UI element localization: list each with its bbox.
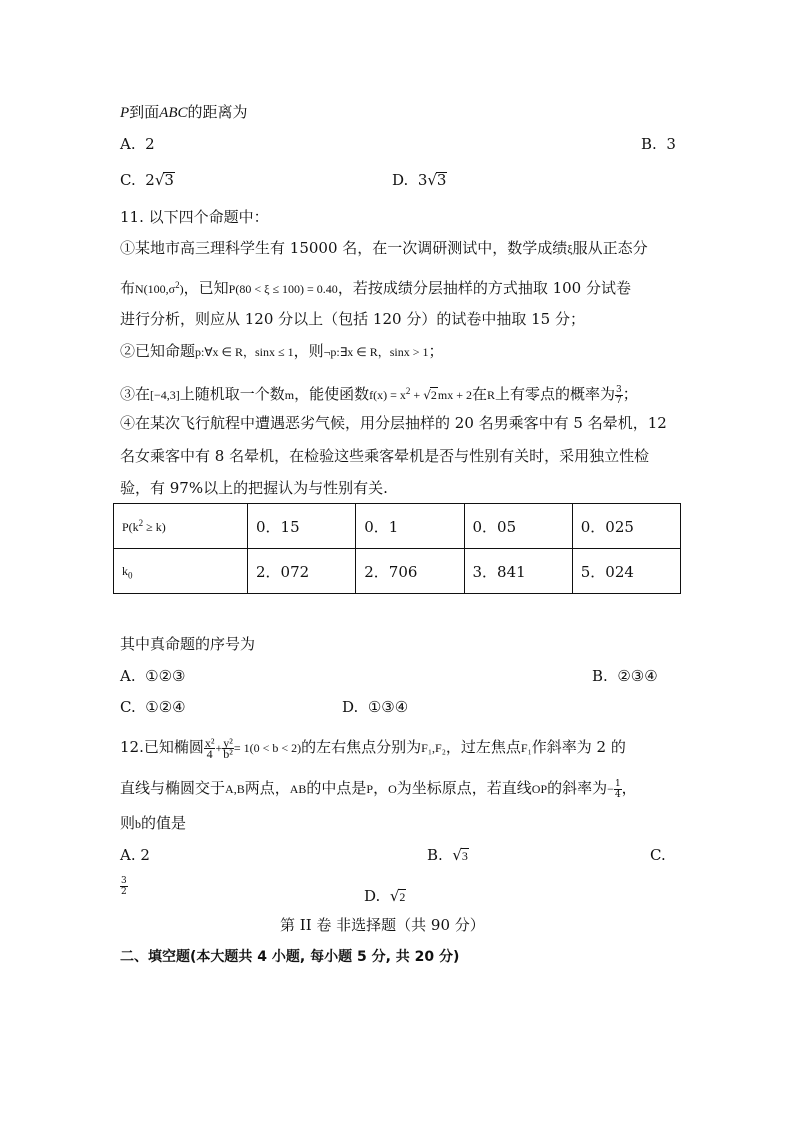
q12-option-d: D. √2: [364, 887, 406, 905]
q10-option-a: A. 2: [120, 135, 155, 153]
q11-option-a: A. ①②③: [120, 667, 186, 685]
q12-option-b: B. √3: [427, 846, 468, 864]
table-cell: 3．841: [464, 549, 572, 594]
section2-heading: 二、填空题(本大题共 4 小题, 每小题 5 分, 共 20 分): [120, 949, 460, 965]
table-cell: 0．1: [356, 504, 464, 549]
q11-p4-line3: 验，有 97%以上的把握认为与性别有关.: [120, 479, 388, 497]
q10-stem: P到面ABC的距离为: [120, 103, 248, 121]
probability-fraction: $\frac{3}{7}$: [616, 384, 622, 406]
q10-option-c: C. 2√3: [120, 171, 174, 189]
table-cell: 2．706: [356, 549, 464, 594]
critical-value-table: [113, 503, 681, 594]
q11-p1-line1: ①某地市高三理科学生有 15000 名，在一次调研测试中，数学成绩ξ服从正态分: [120, 239, 648, 257]
q11-p4-line2: 名女乘客中有 8 名晕机，在检验这些乘客晕机是否与性别有关时，采用独立性检: [120, 447, 650, 465]
q11-question: 其中真命题的序号为: [120, 635, 256, 653]
q11-p1-line2: 布$N(100,\sigma^2)$，已知P(80 < ξ ≤ 100) = 0.40，若按成绩分层抽样的方式抽取 100 分试卷: [120, 279, 631, 297]
table-cell: 5．024: [572, 549, 680, 594]
table-cell: $k_0$: [114, 549, 248, 594]
table-cell: 0．05: [464, 504, 572, 549]
table-row: [114, 549, 681, 594]
table-cell: 0．15: [248, 504, 356, 549]
table-cell: $P(k^2 \ge k)$: [114, 504, 248, 549]
q11-p3: ③在[−4,3]上随机取一个数m，能使函数$f(x) = x^2 + √2mx + 2$在R上有零点的概率为 $\frac{3}{7}$ ；: [120, 384, 638, 406]
slope-fraction: $\frac{1}{4}$: [614, 778, 621, 800]
q11-p1-line3: 进行分析，则应从 120 分以上（包括 120 分）的试卷中抽取 15 分；: [120, 310, 585, 328]
q12-line3: 则b的值是: [120, 814, 187, 832]
table-cell: 2．072: [248, 549, 356, 594]
q10-option-b: B. 3: [641, 135, 676, 153]
q12-option-a: A. 2: [120, 846, 150, 864]
q11-p2: ②已知命题p:∀x ∈ R，sinx ≤ 1，则¬p:∃x ∈ R，sinx > 1；: [120, 342, 444, 360]
q11-option-b: B. ②③④: [592, 667, 658, 685]
q11-title: 11. 以下四个命题中：: [120, 208, 269, 226]
table-cell: 0．025: [572, 504, 680, 549]
q11-option-c: C. ①②④: [120, 698, 186, 716]
q11-p4-line1: ④在某次飞行航程中遭遇恶劣气候，用分层抽样的 20 名男乘客中有 5 名晕机，12: [120, 414, 667, 432]
q10-option-d: D. 3√3: [392, 171, 447, 189]
q12-line2: 直线与椭圆交于A,B两点，AB的中点是P，O为坐标原点，若直线OP的斜率为− $\frac{1}{4}$ ，: [120, 778, 637, 800]
table-row: [114, 504, 681, 549]
q12-option-c-label: C.: [650, 846, 666, 864]
section2-title: 第 II 卷 非选择题（共 90 分）: [280, 916, 485, 934]
q11-option-d: D. ①③④: [342, 698, 409, 716]
q12-option-c-value: $\frac{3}{2}$: [121, 875, 127, 897]
q12-line1: 12.已知椭圆 $\frac{\text{x²}}{4}$ + $\frac{\text{y²}}{\text{b²}}$ = 1(0 < b < 2)的左右焦点分别为F₁,F₂，过左焦点F₁作斜率为 2 的: [120, 735, 626, 761]
